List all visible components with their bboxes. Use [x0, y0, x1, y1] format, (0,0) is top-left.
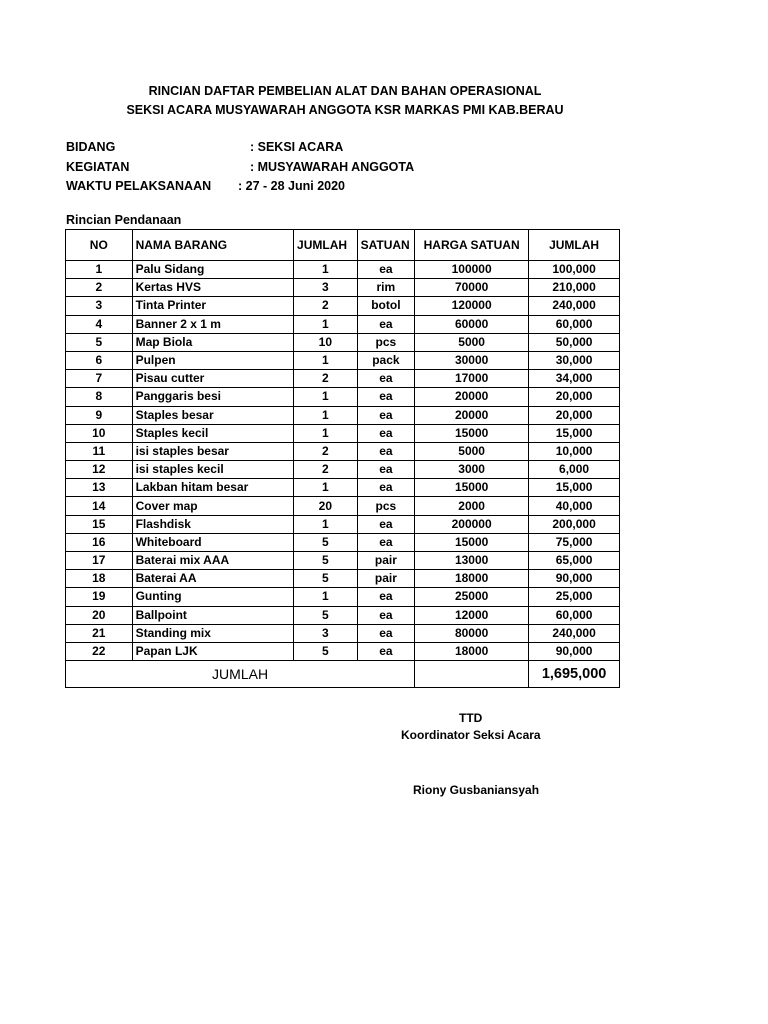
- table-row: [66, 479, 620, 497]
- info-waktu: [66, 179, 346, 193]
- cell-qty: 1: [294, 406, 358, 424]
- table-row: [66, 515, 620, 533]
- cell-price: 12000: [415, 606, 529, 624]
- table-row: [66, 388, 620, 406]
- col-header-total: JUMLAH: [529, 230, 620, 261]
- cell-name: Palu Sidang: [132, 261, 293, 279]
- cell-unit: ea: [357, 606, 415, 624]
- cell-price: 15000: [415, 424, 529, 442]
- cell-unit: ea: [357, 461, 415, 479]
- cell-unit: ea: [357, 515, 415, 533]
- cell-no: 22: [66, 642, 133, 660]
- document-title-line1: RINCIAN DAFTAR PEMBELIAN ALAT DAN BAHAN OPERASIONAL: [148, 84, 542, 98]
- table-row: [66, 461, 620, 479]
- table-row: [66, 642, 620, 660]
- cell-price: 70000: [415, 279, 529, 297]
- cell-name: Flashdisk: [132, 515, 293, 533]
- cell-total: 240,000: [529, 297, 620, 315]
- cell-unit: ea: [357, 315, 415, 333]
- cell-qty: 2: [294, 442, 358, 460]
- cell-no: 7: [66, 370, 133, 388]
- cell-price: 15000: [415, 533, 529, 551]
- cell-total: 40,000: [529, 497, 620, 515]
- cell-qty: 5: [294, 533, 358, 551]
- cell-price: 2000: [415, 497, 529, 515]
- cell-qty: 1: [294, 515, 358, 533]
- info-bidang: [66, 140, 344, 154]
- table-row: [66, 279, 620, 297]
- cell-no: 15: [66, 515, 133, 533]
- info-bidang-value: : SEKSI ACARA: [250, 140, 344, 154]
- table-row: [66, 533, 620, 551]
- cell-total: 6,000: [529, 461, 620, 479]
- signature-name: Riony Gusbaniansyah: [413, 783, 540, 797]
- cell-unit: ea: [357, 642, 415, 660]
- cell-unit: ea: [357, 370, 415, 388]
- cell-qty: 2: [294, 461, 358, 479]
- cell-name: Tinta Printer: [132, 297, 293, 315]
- cell-no: 20: [66, 606, 133, 624]
- cell-total: 20,000: [529, 406, 620, 424]
- table-row: [66, 497, 620, 515]
- cell-name: Cover map: [132, 497, 293, 515]
- cell-price: 25000: [415, 588, 529, 606]
- cell-name: isi staples kecil: [132, 461, 293, 479]
- cell-price: 3000: [415, 461, 529, 479]
- cell-no: 17: [66, 552, 133, 570]
- cell-price: 80000: [415, 624, 529, 642]
- cell-total: 75,000: [529, 533, 620, 551]
- cell-no: 3: [66, 297, 133, 315]
- cell-name: Gunting: [132, 588, 293, 606]
- cell-qty: 1: [294, 479, 358, 497]
- cell-total: 60,000: [529, 315, 620, 333]
- table-row: [66, 588, 620, 606]
- info-bidang-label: BIDANG: [66, 140, 116, 154]
- table-header-row: [66, 230, 620, 261]
- cell-unit: ea: [357, 261, 415, 279]
- cell-name: Staples kecil: [132, 424, 293, 442]
- cell-total: 15,000: [529, 424, 620, 442]
- cell-price: 200000: [415, 515, 529, 533]
- cell-name: Pulpen: [132, 351, 293, 369]
- cell-price: 18000: [415, 570, 529, 588]
- cell-no: 6: [66, 351, 133, 369]
- cell-price: 100000: [415, 261, 529, 279]
- cell-total: 20,000: [529, 388, 620, 406]
- cell-qty: 3: [294, 624, 358, 642]
- cell-unit: pcs: [357, 333, 415, 351]
- info-kegiatan: [66, 160, 415, 174]
- info-kegiatan-label: KEGIATAN: [66, 160, 130, 174]
- section-title: Rincian Pendanaan: [66, 213, 182, 227]
- cell-no: 18: [66, 570, 133, 588]
- cell-unit: ea: [357, 588, 415, 606]
- cell-qty: 2: [294, 370, 358, 388]
- cell-name: Pisau cutter: [132, 370, 293, 388]
- cell-total: 100,000: [529, 261, 620, 279]
- cell-name: Papan LJK: [132, 642, 293, 660]
- cell-unit: pair: [357, 552, 415, 570]
- cell-price: 18000: [415, 642, 529, 660]
- cell-unit: ea: [357, 424, 415, 442]
- cell-qty: 10: [294, 333, 358, 351]
- total-spacer: [415, 661, 529, 688]
- cell-qty: 1: [294, 424, 358, 442]
- cell-name: Baterai mix AAA: [132, 552, 293, 570]
- table-row: [66, 406, 620, 424]
- cell-unit: ea: [357, 388, 415, 406]
- cell-total: 15,000: [529, 479, 620, 497]
- cell-name: Kertas HVS: [132, 279, 293, 297]
- cell-name: Ballpoint: [132, 606, 293, 624]
- info-waktu-label: WAKTU PELAKSANAAN: [66, 179, 212, 193]
- table-total-row: [66, 661, 620, 688]
- cell-price: 5000: [415, 442, 529, 460]
- cell-qty: 1: [294, 351, 358, 369]
- cell-total: 200,000: [529, 515, 620, 533]
- cell-price: 17000: [415, 370, 529, 388]
- cell-no: 8: [66, 388, 133, 406]
- cell-qty: 1: [294, 388, 358, 406]
- cell-no: 14: [66, 497, 133, 515]
- col-header-unit: SATUAN: [357, 230, 415, 261]
- cell-price: 5000: [415, 333, 529, 351]
- table-row: [66, 370, 620, 388]
- cell-total: 10,000: [529, 442, 620, 460]
- cell-price: 20000: [415, 406, 529, 424]
- cell-unit: pack: [357, 351, 415, 369]
- cell-unit: ea: [357, 624, 415, 642]
- cell-price: 15000: [415, 479, 529, 497]
- cell-no: 13: [66, 479, 133, 497]
- cell-name: Lakban hitam besar: [132, 479, 293, 497]
- table-row: [66, 552, 620, 570]
- cell-price: 60000: [415, 315, 529, 333]
- cell-unit: botol: [357, 297, 415, 315]
- cell-unit: pcs: [357, 497, 415, 515]
- cell-qty: 5: [294, 642, 358, 660]
- signature-ttd: TTD: [459, 711, 483, 725]
- cell-qty: 1: [294, 588, 358, 606]
- cell-price: 30000: [415, 351, 529, 369]
- table-row: [66, 261, 620, 279]
- signature-role: Koordinator Seksi Acara: [401, 728, 541, 742]
- cell-unit: ea: [357, 442, 415, 460]
- cell-name: Banner 2 x 1 m: [132, 315, 293, 333]
- cell-name: Baterai AA: [132, 570, 293, 588]
- table-row: [66, 624, 620, 642]
- table-row: [66, 424, 620, 442]
- cell-unit: rim: [357, 279, 415, 297]
- cell-total: 60,000: [529, 606, 620, 624]
- cell-name: Staples besar: [132, 406, 293, 424]
- table-row: [66, 442, 620, 460]
- cell-name: Standing mix: [132, 624, 293, 642]
- document-title-line2: SEKSI ACARA MUSYAWARAH ANGGOTA KSR MARKAS PMI KAB.BERAU: [126, 103, 564, 117]
- cell-qty: 3: [294, 279, 358, 297]
- cell-no: 12: [66, 461, 133, 479]
- cell-name: Map Biola: [132, 333, 293, 351]
- table-row: [66, 297, 620, 315]
- total-label: JUMLAH: [66, 661, 415, 688]
- cell-qty: 5: [294, 606, 358, 624]
- cell-total: 30,000: [529, 351, 620, 369]
- cell-total: 34,000: [529, 370, 620, 388]
- cell-qty: 1: [294, 315, 358, 333]
- cell-no: 16: [66, 533, 133, 551]
- cell-total: 90,000: [529, 570, 620, 588]
- cell-total: 240,000: [529, 624, 620, 642]
- cell-qty: 1: [294, 261, 358, 279]
- cell-total: 25,000: [529, 588, 620, 606]
- items-table: [65, 229, 620, 688]
- cell-no: 11: [66, 442, 133, 460]
- cell-price: 120000: [415, 297, 529, 315]
- cell-qty: 5: [294, 570, 358, 588]
- cell-unit: ea: [357, 406, 415, 424]
- cell-no: 4: [66, 315, 133, 333]
- table-row: [66, 351, 620, 369]
- cell-total: 90,000: [529, 642, 620, 660]
- total-value: 1,695,000: [529, 661, 620, 688]
- cell-unit: ea: [357, 479, 415, 497]
- cell-price: 20000: [415, 388, 529, 406]
- cell-no: 5: [66, 333, 133, 351]
- cell-name: Whiteboard: [132, 533, 293, 551]
- table-row: [66, 333, 620, 351]
- cell-total: 210,000: [529, 279, 620, 297]
- info-waktu-value: : 27 - 28 Juni 2020: [238, 179, 346, 193]
- cell-qty: 5: [294, 552, 358, 570]
- cell-qty: 2: [294, 297, 358, 315]
- cell-qty: 20: [294, 497, 358, 515]
- cell-price: 13000: [415, 552, 529, 570]
- col-header-no: NO: [66, 230, 133, 261]
- col-header-qty: JUMLAH: [294, 230, 358, 261]
- cell-no: 2: [66, 279, 133, 297]
- cell-unit: ea: [357, 533, 415, 551]
- cell-total: 50,000: [529, 333, 620, 351]
- cell-no: 19: [66, 588, 133, 606]
- cell-unit: pair: [357, 570, 415, 588]
- col-header-price: HARGA SATUAN: [415, 230, 529, 261]
- cell-name: isi staples besar: [132, 442, 293, 460]
- table-row: [66, 606, 620, 624]
- cell-no: 10: [66, 424, 133, 442]
- col-header-name: NAMA BARANG: [132, 230, 293, 261]
- cell-no: 21: [66, 624, 133, 642]
- cell-name: Panggaris besi: [132, 388, 293, 406]
- cell-no: 1: [66, 261, 133, 279]
- cell-total: 65,000: [529, 552, 620, 570]
- cell-no: 9: [66, 406, 133, 424]
- info-kegiatan-value: : MUSYAWARAH ANGGOTA: [250, 160, 415, 174]
- table-row: [66, 570, 620, 588]
- table-row: [66, 315, 620, 333]
